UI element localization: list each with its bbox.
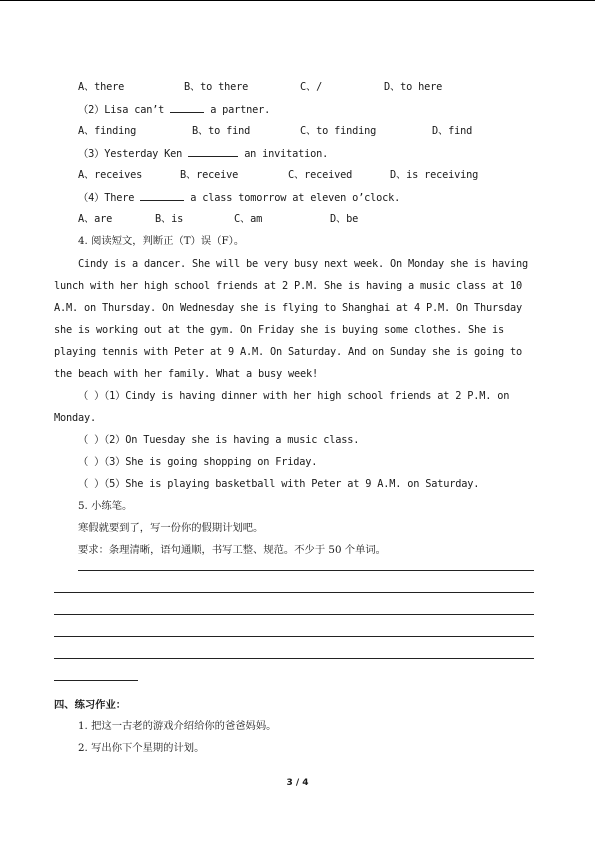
passage-line: the beach with her family. What a busy week!	[54, 368, 318, 380]
q3-option-b: B、receive	[180, 169, 239, 181]
q3-option-a: A、receives	[78, 169, 143, 181]
q2-stem	[78, 102, 270, 117]
writing-line[interactable]	[78, 570, 534, 571]
q3-blank[interactable]	[188, 146, 238, 157]
tf-item-1	[78, 389, 509, 403]
q1-option-b: B、to there	[184, 81, 249, 93]
q2-suffix: a partner.	[210, 104, 271, 116]
tf-item-2	[78, 433, 359, 447]
q3-suffix: an invitation.	[244, 148, 329, 160]
q1-option-a: A、there	[78, 81, 125, 93]
q2-option-d: D、find	[432, 125, 473, 137]
answer-bracket[interactable]: （ ）	[78, 390, 105, 402]
q1-option-c: C、/	[300, 81, 323, 93]
writing-requirements: 要求：条理清晰，语句通顺，书写工整、规范。不少于 50 个单词。	[78, 544, 386, 556]
writing-line[interactable]	[54, 614, 534, 615]
q4-blank[interactable]	[140, 190, 184, 201]
q2-option-b: B、to find	[192, 125, 251, 137]
q2-option-c: C、to finding	[300, 125, 377, 137]
q3-option-c: C、received	[288, 169, 353, 181]
tf-item-text: （5）She is playing basketball with Peter at 9 A.M. on Saturday.	[104, 478, 480, 490]
tf-item-text: （1）Cindy is having dinner with her high school friends at 2 P.M. on	[104, 390, 510, 402]
tf-item-text: （3）She is going shopping on Friday.	[104, 456, 318, 468]
writing-line[interactable]	[54, 680, 138, 681]
q4-suffix: a class tomorrow at eleven o’clock.	[190, 192, 401, 204]
q3-stem	[78, 146, 328, 161]
writing-line[interactable]	[54, 636, 534, 637]
passage-line: she is working out at the gym. On Friday she is buying some clothes. She is	[54, 324, 504, 336]
q1-option-d: D、to here	[384, 81, 443, 93]
tf-item-text: （2）On Tuesday she is having a music class.	[104, 434, 360, 446]
writing-line[interactable]	[54, 658, 534, 659]
q4-stem	[78, 190, 400, 205]
writing-line[interactable]	[54, 592, 534, 593]
q4-option-a: A、are	[78, 213, 113, 225]
passage-line: Cindy is a dancer. She will be very busy next week. On Monday she is having	[78, 258, 528, 270]
q2-option-a: A、finding	[78, 125, 137, 137]
tf-item-3	[78, 455, 317, 469]
tf-item-5	[78, 477, 479, 491]
q2-prefix: （2）Lisa can’t	[78, 104, 165, 116]
q4-option-b: B、is	[155, 213, 184, 225]
answer-bracket[interactable]: （ ）	[78, 434, 105, 446]
passage-line: playing tennis with Peter at 9 A.M. On Saturday. And on Sunday she is going to	[54, 346, 522, 358]
answer-bracket[interactable]: （ ）	[78, 478, 105, 490]
writing-prompt: 寒假就要到了，写一份你的假期计划吧。	[78, 522, 264, 534]
passage-line: lunch with her high school friends at 2 P.M. She is having a music class at 10	[54, 280, 522, 292]
page-number: 3 / 4	[286, 778, 309, 788]
homework-title: 四、练习作业：	[54, 699, 127, 711]
q3-option-d: D、is receiving	[390, 169, 479, 181]
tf-item-1-continued: Monday.	[54, 412, 96, 424]
q4-option-c: C、am	[234, 213, 263, 225]
q4-option-d: D、be	[330, 213, 359, 225]
homework-item: 2. 写出你下个星期的计划。	[78, 742, 205, 754]
q4-prefix: （4）There	[78, 192, 135, 204]
q2-blank[interactable]	[170, 102, 204, 113]
section5-title: 5. 小练笔。	[78, 500, 133, 512]
homework-item: 1. 把这一古老的游戏介绍给你的爸爸妈妈。	[78, 720, 277, 732]
section4-title: 4. 阅读短文，判断正（T）误（F）。	[78, 235, 245, 247]
answer-bracket[interactable]: （ ）	[78, 456, 105, 468]
passage-line: A.M. on Thursday. On Wednesday she is flying to Shanghai at 4 P.M. On Thursday	[54, 302, 522, 314]
header-rule	[0, 0, 595, 1]
q3-prefix: （3）Yesterday Ken	[78, 148, 183, 160]
